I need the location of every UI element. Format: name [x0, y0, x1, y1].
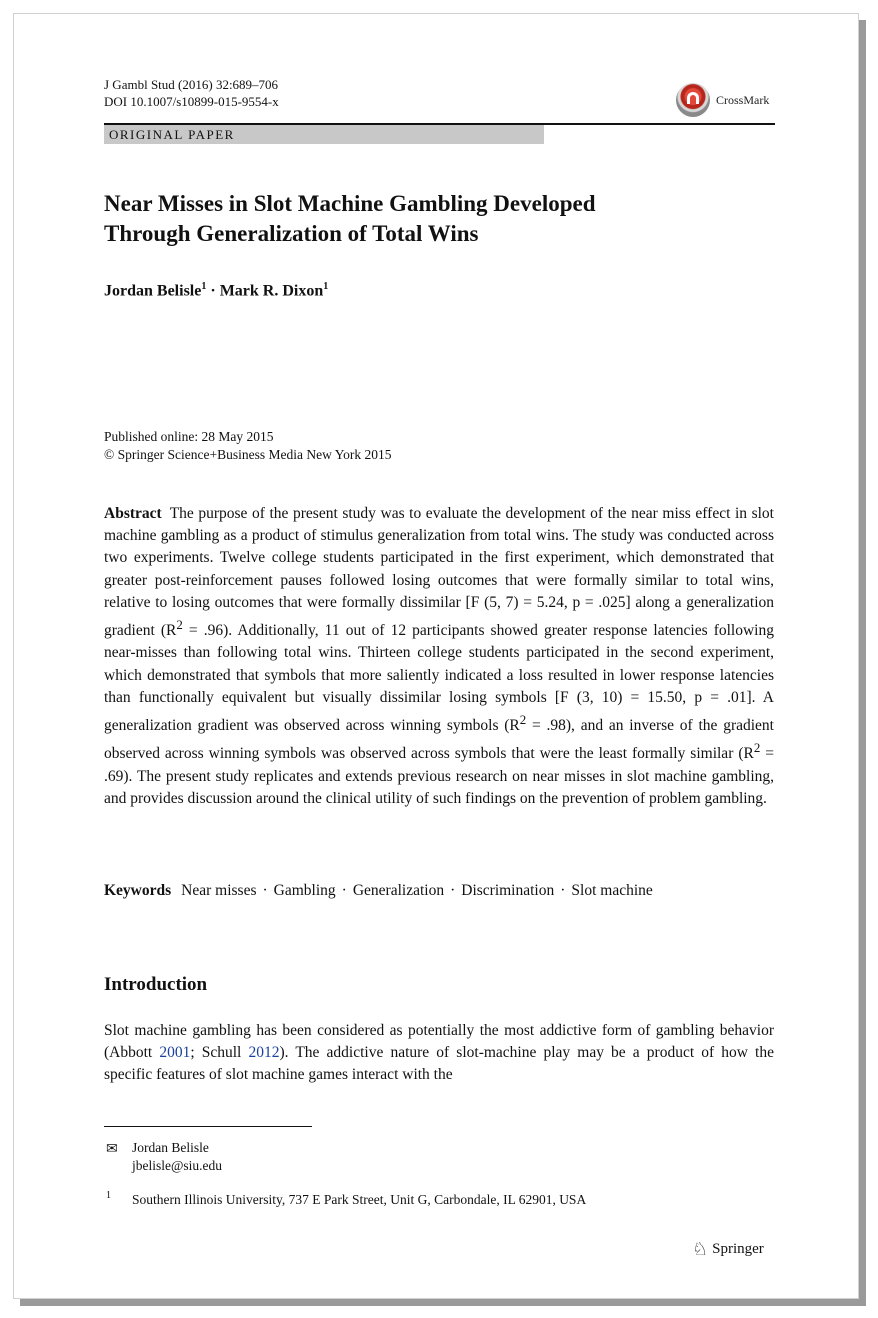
introduction-paragraph — [104, 1020, 774, 1087]
keywords-label: Keywords — [104, 882, 172, 899]
doi-link[interactable]: DOI 10.1007/s10899-015-9554-x — [104, 94, 279, 109]
crossmark-badge[interactable] — [676, 82, 769, 118]
abstract-sup-3: 2 — [753, 740, 761, 756]
envelope-icon: ✉ — [106, 1142, 118, 1157]
intro-text-1: Slot machine gambling has been considered as potentially the most addictive form of gambling behavior (Abbott — [104, 1022, 774, 1062]
contact-name: Jordan Belisle — [132, 1140, 209, 1155]
abstract — [104, 503, 774, 810]
author-list — [104, 281, 328, 300]
abstract-sup-2: 2 — [519, 711, 527, 727]
intro-text-3: ). The addictive nature of slot-machine play may be a product of how the specific features of slot machine games interact with the — [104, 1044, 774, 1084]
publisher-name: Springer — [712, 1241, 764, 1257]
keyword-separator: · — [262, 882, 268, 899]
keyword-separator: · — [450, 882, 456, 899]
citation-schull[interactable]: 2012 — [248, 1044, 280, 1062]
paper-title — [104, 189, 775, 249]
section-label: ORIGINAL PAPER — [104, 125, 544, 144]
affiliation-number: 1 — [106, 1190, 111, 1201]
affiliation-text: Southern Illinois University, 737 E Park Street, Unit G, Carbondale, IL 62901, USA — [132, 1192, 587, 1207]
keyword-3: Generalization — [352, 882, 445, 899]
copyright: © Springer Science+Business Media New York 2015 — [104, 447, 392, 462]
footnote-rule — [104, 1126, 312, 1127]
abstract-label: Abstract — [104, 505, 162, 522]
keyword-4: Discrimination — [461, 882, 555, 899]
keyword-5: Slot machine — [571, 882, 653, 899]
author-1[interactable]: Jordan Belisle — [104, 282, 202, 300]
abstract-text-3: = .98), and an inverse of the gradient observed across winning symbols was observed across symbols that were the least formally similar (R — [104, 717, 774, 763]
abstract-text-4: = .69). The present study replicates and extends previous research on near misses in slot machine gambling, and provides discussion around the clinical utility of such findings on the prevention of problem gambling. — [104, 745, 774, 807]
keyword-1: Near misses — [181, 882, 257, 899]
publication-info — [104, 428, 391, 464]
author-2[interactable]: Mark R. Dixon — [219, 282, 324, 300]
abstract-sup-1: 2 — [176, 617, 183, 633]
keyword-2: Gambling — [273, 882, 336, 899]
crossmark-icon — [676, 83, 710, 117]
crossmark-label: CrossMark — [716, 92, 770, 107]
contact-email[interactable]: jbelisle@siu.edu — [132, 1158, 223, 1173]
journal-reference: J Gambl Stud (2016) 32:689–706 — [104, 77, 279, 92]
title-line-2: Through Generalization of Total Wins — [104, 221, 479, 246]
introduction-heading: Introduction — [104, 974, 208, 995]
published-date: Published online: 28 May 2015 — [104, 429, 274, 444]
citation-abbott[interactable]: 2001 — [159, 1044, 191, 1062]
publisher-logo — [692, 1239, 764, 1260]
intro-text-2: ; Schull — [190, 1044, 249, 1062]
abstract-text-1: The purpose of the present study was to evaluate the development of the near miss effect in slot machine gambling as a product of stimulus generalization from total wins. The study was conducted across two experiments. Twelve college students participated in the first experiment, which demonstrated that greater post-reinforcement pauses followed losing outcomes that were formally similar to total wins, relative to losing outcomes that were formally dissimilar [F (5, 7) = 5.24, p = .025] along a generalization gradient (R — [104, 505, 774, 640]
author-1-affiliation: 1 — [201, 281, 207, 292]
title-line-1: Near Misses in Slot Machine Gambling Developed — [104, 191, 596, 216]
keywords — [104, 882, 774, 900]
springer-horse-icon: ♘ — [692, 1239, 709, 1259]
author-separator: · — [206, 282, 220, 300]
keyword-separator: · — [341, 882, 347, 899]
author-2-affiliation: 1 — [323, 281, 329, 292]
keyword-separator: · — [560, 882, 566, 899]
abstract-text-2: = .96). Additionally, 11 out of 12 participants showed greater response latencies following near-misses than following total wins. Thirteen college students participated in the second experiment, which demonstrated that symbols that more saliently indicated a loss resulted in lower response latencies than functionally equivalent but visually dissimilar losing symbols [F (3, 10) = 15.50, p = .01]. A generalization gradient was observed across winning symbols (R — [104, 622, 774, 735]
